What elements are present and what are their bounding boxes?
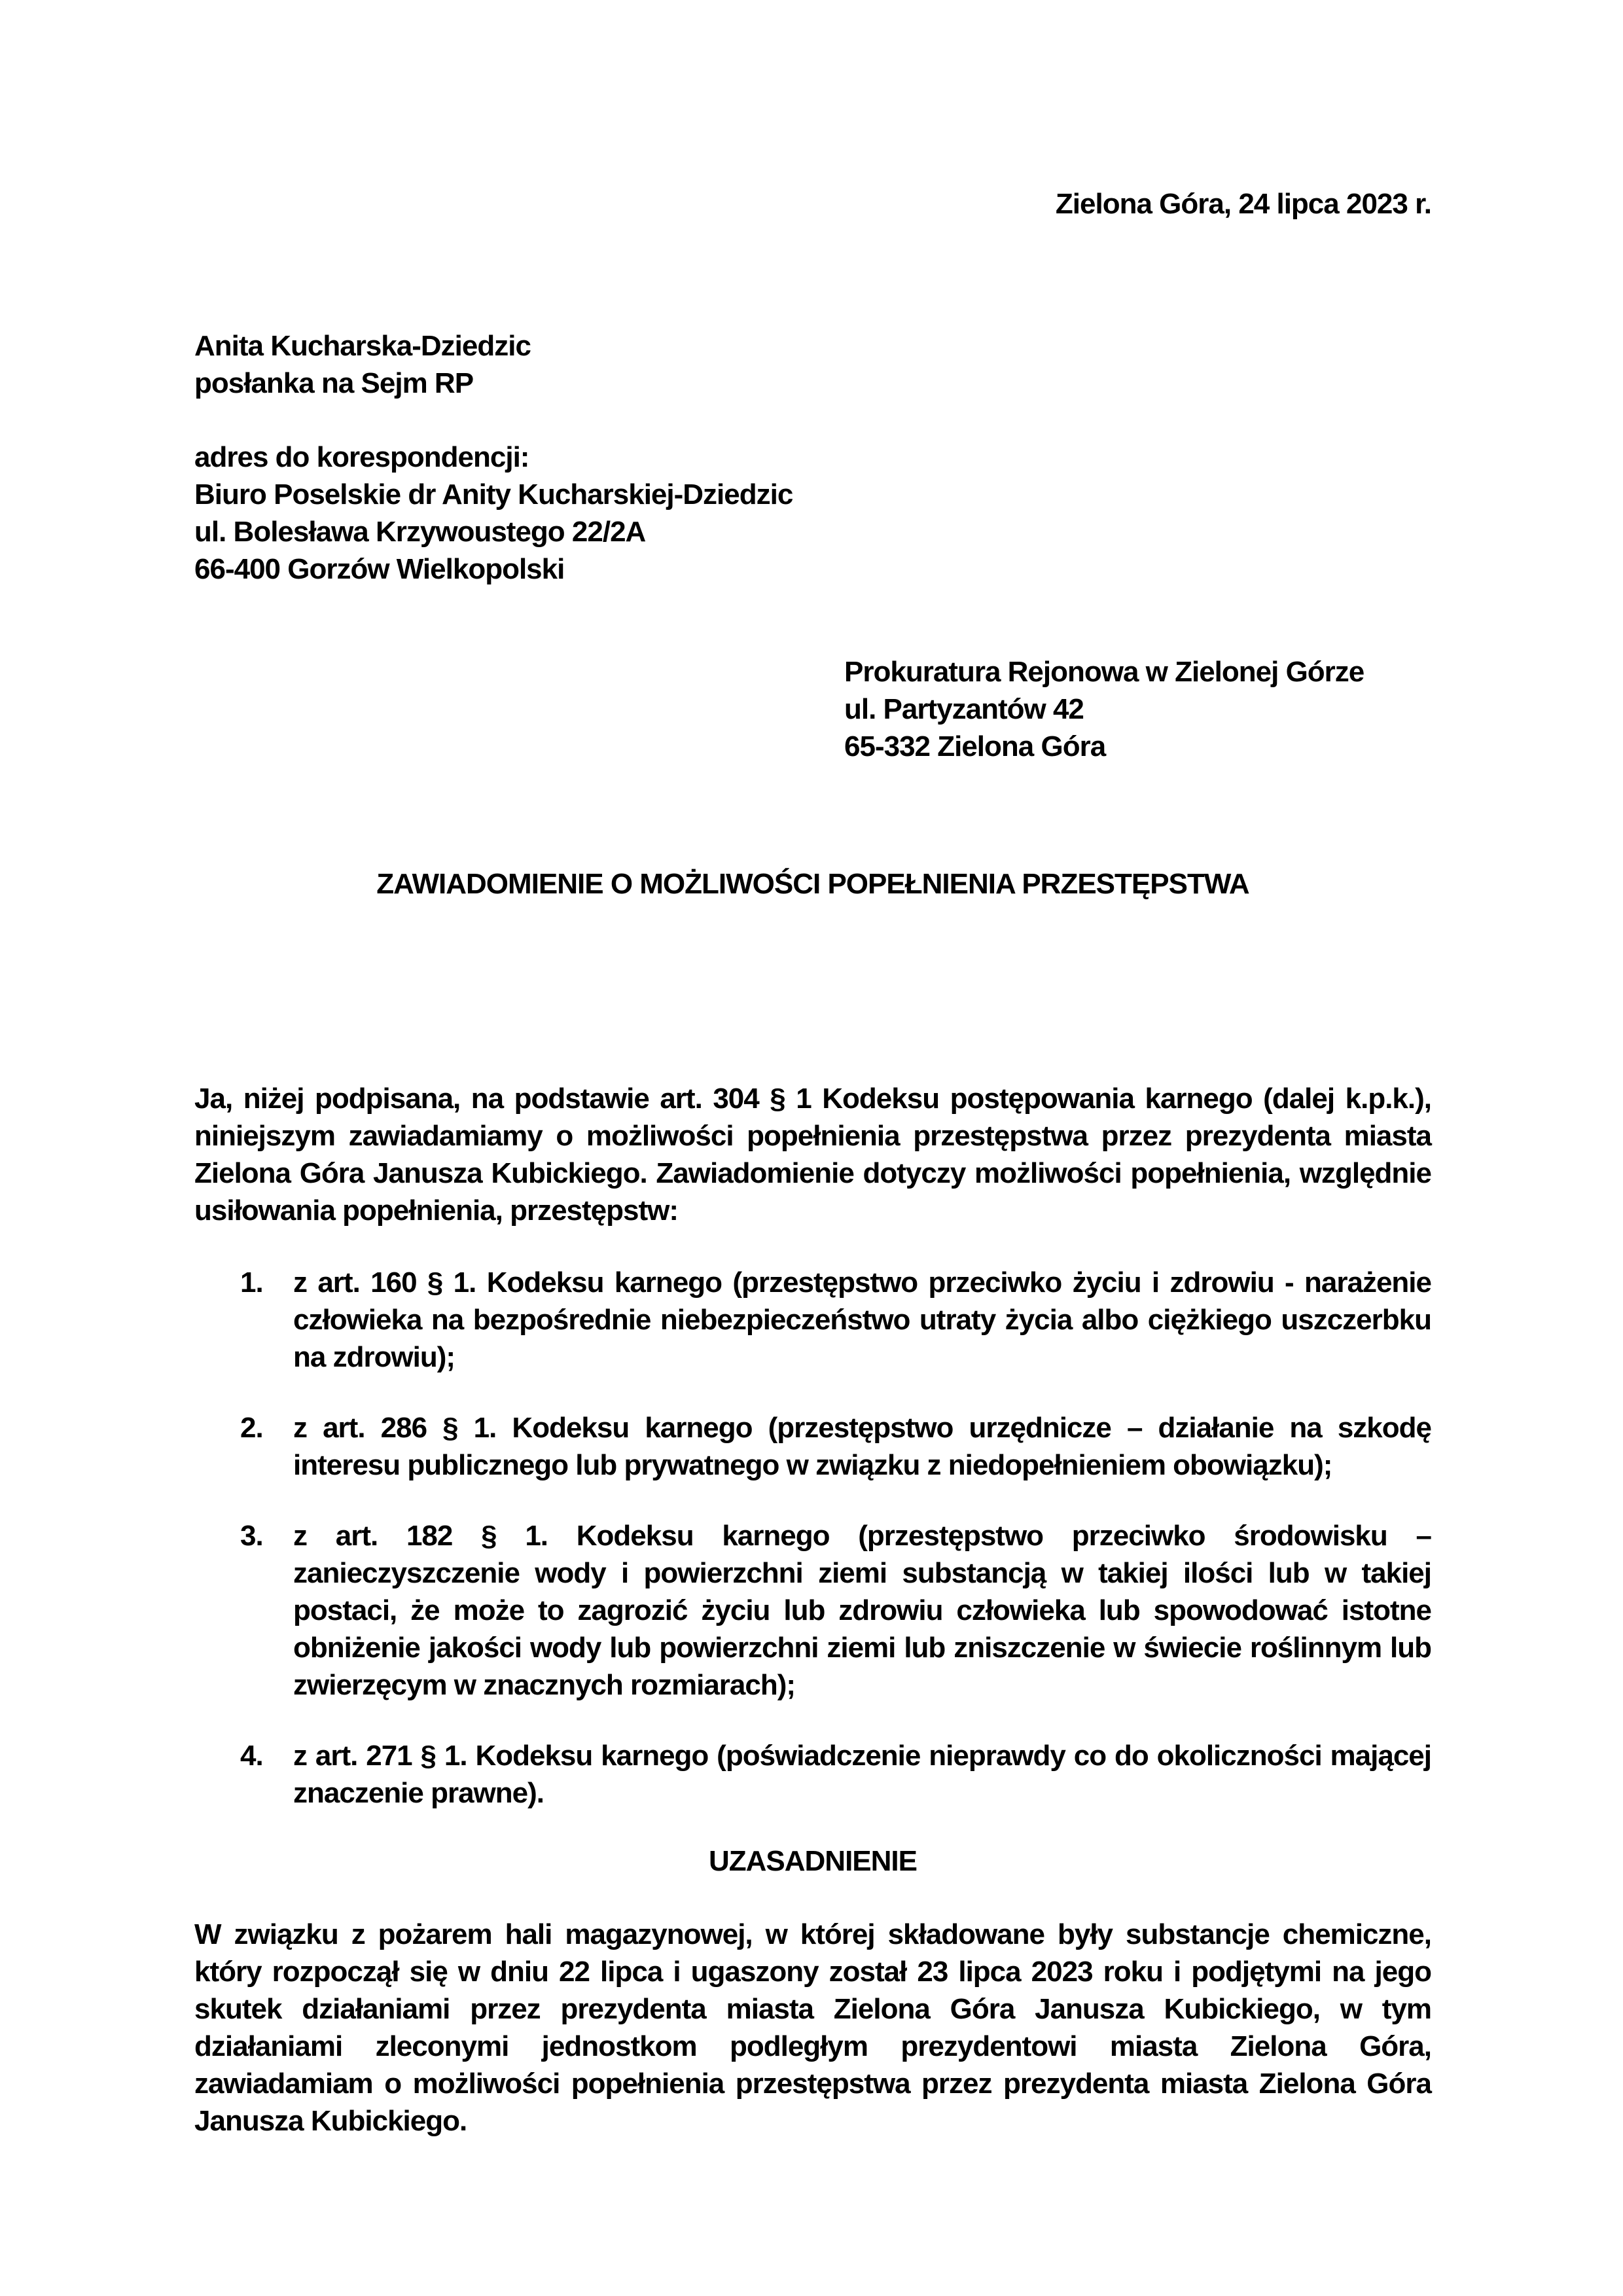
recipient-line: Prokuratura Rejonowa w Zielonej Górze <box>844 656 1364 688</box>
offense-number: 2. <box>240 1412 263 1444</box>
offense-number: 1. <box>240 1266 263 1299</box>
offense-text: z art. 160 § 1. Kodeksu karnego (przestępstwo przeciwko życiu i zdrowiu - narażenie człowieka na bezpośrednie niebezpieczeństwo utraty życia albo ciężkiego uszczerbku na zdrowiu); <box>293 1266 1431 1373</box>
sender-block <box>194 327 1431 402</box>
sender-address-line: ul. Bolesława Krzywoustego 22/2A <box>194 516 646 548</box>
offense-text: z art. 271 § 1. Kodeksu karnego (poświadczenie nieprawdy co do okoliczności mającej znaczenie prawne). <box>293 1740 1431 1809</box>
intro-paragraph: Ja, niżej podpisana, na podstawie art. 304 § 1 Kodeksu postępowania karnego (dalej k.p.k.), niniejszym zawiadamiamy o możliwości popełnienia przestępstwa przez prezydenta miasta Zielona Góra Janusza Kubickiego. Zawiadomienie dotyczy możliwości popełnienia, względnie usiłowania popełnienia, przestępstw: <box>194 1083 1431 1227</box>
offense-item <box>194 1517 1431 1704</box>
justification-paragraph: W związku z pożarem hali magazynowej, w której składowane były substancje chemiczne, który rozpoczął się w dniu 22 lipca i ugaszony został 23 lipca 2023 roku i podjętymi na jego skutek działaniami przez prezydenta miasta Zielona Góra Janusza Kubickiego, w tym działaniami zleconymi jednostkom podległym prezydentowi miasta Zielona Góra, zawiadamiam o możliwości popełnienia przestępstwa przez prezydenta miasta Zielona Góra Janusza Kubickiego. <box>194 1918 1431 2137</box>
offense-item <box>194 1264 1431 1376</box>
offense-text: z art. 286 § 1. Kodeksu karnego (przestępstwo urzędnicze – działanie na szkodę interesu publicznego lub prywatnego w związku z niedopełnieniem obowiązku); <box>293 1412 1431 1481</box>
sender-name: Anita Kucharska-Dziedzic <box>194 330 531 362</box>
justification-heading: UZASADNIENIE <box>708 1845 918 1877</box>
recipient-block <box>194 653 1431 765</box>
recipient-line: ul. Partyzantów 42 <box>844 693 1084 725</box>
offense-number: 4. <box>240 1740 263 1772</box>
sender-address-line: 66-400 Gorzów Wielkopolski <box>194 553 565 585</box>
date-line: Zielona Góra, 24 lipca 2023 r. <box>1055 188 1431 220</box>
offense-item <box>194 1737 1431 1812</box>
sender-address-line: Biuro Poselskie dr Anity Kucharskiej-Dziedzic <box>194 478 793 511</box>
sender-address-block <box>194 439 1431 588</box>
recipient-line: 65-332 Zielona Góra <box>844 730 1106 762</box>
document-title: ZAWIADOMIENIE O MOŻLIWOŚCI POPEŁNIENIA PRZESTĘPSTWA <box>376 868 1249 900</box>
offense-text: z art. 182 § 1. Kodeksu karnego (przestępstwo przeciwko środowisku – zanieczyszczenie wody i powierzchni ziemi substancją w takiej ilości lub w takiej postaci, że może to zagrozić życiu lub zdrowiu człowieka lub spowodować istotne obniżenie jakości wody lub powierzchni ziemi lub zniszczenie w świecie roślinnym lub zwierzęcym w znacznych rozmiarach); <box>293 1520 1431 1701</box>
sender-role: posłanka na Sejm RP <box>194 367 474 399</box>
offense-list <box>194 1264 1431 1812</box>
offense-number: 3. <box>240 1520 263 1552</box>
correspondence-label: adres do korespondencji: <box>194 441 529 473</box>
offense-item <box>194 1409 1431 1484</box>
